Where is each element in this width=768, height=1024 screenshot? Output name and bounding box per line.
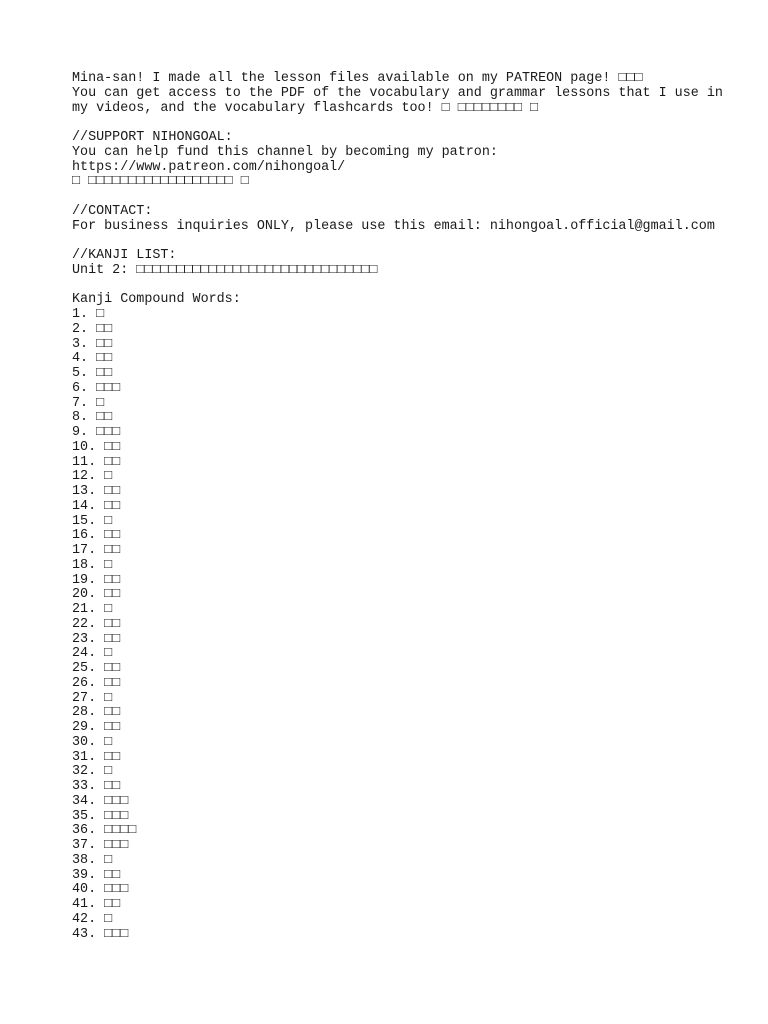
kanji-list-item: 40. □□□ xyxy=(72,882,129,898)
kanji-list-item: 19. □□ xyxy=(72,572,121,588)
kanji-list-item: 17. □□ xyxy=(72,543,121,558)
kanji-list-item: 12. □ xyxy=(72,469,113,485)
kanji-list-item: 27. □ xyxy=(72,690,113,706)
kanji-list-item: 21. □ xyxy=(72,602,113,617)
kanji-list-item: 10. □□ xyxy=(72,439,121,455)
kanji-list-item: 15. □ xyxy=(72,513,113,529)
kanji-list-item: 1. □ xyxy=(72,307,105,322)
document-page xyxy=(72,71,723,942)
kanji-list-item: 8. □□ xyxy=(72,410,113,426)
support-heading: //SUPPORT NIHONGOAL: xyxy=(72,130,233,145)
contact-text: For business inquiries ONLY, please use this email: nihongoal.official@gmail.com xyxy=(72,218,715,234)
kanji-list-item: 24. □ xyxy=(72,646,113,662)
spacer xyxy=(72,279,712,294)
spacer xyxy=(72,190,712,205)
intro-line-3: my videos, and the vocabulary flashcards too! □ □□□□□□□□ □ xyxy=(72,100,539,116)
kanji-list-item: 13. □□ xyxy=(72,484,121,499)
kanji-list-item: 23. □□ xyxy=(72,631,121,647)
kanji-heading: //KANJI LIST: xyxy=(72,248,177,263)
kanji-list-item: 11. □□ xyxy=(72,454,121,470)
kanji-list-item: 31. □□ xyxy=(72,749,121,765)
patreon-url: https://www.patreon.com/nihongoal/ xyxy=(72,159,346,175)
spacer xyxy=(72,116,712,131)
kanji-list-item: 6. □□□ xyxy=(72,380,121,396)
kanji-list-item: 22. □□ xyxy=(72,616,121,632)
support-glyphs: □ □□□□□□□□□□□□□□□□□□ □ xyxy=(72,174,249,190)
kanji-list-item: 28. □□ xyxy=(72,705,121,721)
kanji-list-item: 4. □□ xyxy=(72,351,113,367)
kanji-list-item: 3. □□ xyxy=(72,336,113,352)
kanji-list-item: 33. □□ xyxy=(72,779,121,794)
kanji-list-item: 39. □□ xyxy=(72,867,121,883)
kanji-compound-list xyxy=(72,308,712,942)
kanji-list-item: 16. □□ xyxy=(72,528,121,544)
kanji-list-item: 5. □□ xyxy=(72,366,113,381)
kanji-list-item: 38. □ xyxy=(72,852,113,868)
kanji-list-item: 26. □□ xyxy=(72,675,121,691)
kanji-list-item: 9. □□□ xyxy=(72,425,121,440)
intro-line-2: You can get access to the PDF of the vocabulary and grammar lessons that I use in xyxy=(72,85,723,101)
kanji-list-item: 37. □□□ xyxy=(72,838,129,853)
kanji-list-item: 18. □ xyxy=(72,557,113,573)
kanji-unit: Unit 2: □□□□□□□□□□□□□□□□□□□□□□□□□□□□□□ xyxy=(72,262,378,278)
intro-line-1: Mina-san! I made all the lesson files available on my PATREON page! □□□ xyxy=(72,71,643,86)
kanji-list-item: 30. □ xyxy=(72,734,113,750)
contact-heading: //CONTACT: xyxy=(72,203,153,219)
kanji-list-item: 2. □□ xyxy=(72,321,113,337)
kanji-list-item: 35. □□□ xyxy=(72,808,129,824)
kanji-list-item: 14. □□ xyxy=(72,498,121,514)
spacer xyxy=(72,234,712,249)
compound-heading: Kanji Compound Words: xyxy=(72,292,241,308)
kanji-list-item: 25. □□ xyxy=(72,661,121,676)
kanji-list-item: 42. □ xyxy=(72,911,113,927)
kanji-list-item: 43. □□□ xyxy=(72,926,129,942)
kanji-list-item: 32. □ xyxy=(72,764,113,780)
kanji-list-item: 36. □□□□ xyxy=(72,823,137,839)
kanji-list-item: 7. □ xyxy=(72,395,105,411)
kanji-list-item: 20. □□ xyxy=(72,587,121,603)
support-text: You can help fund this channel by becoming my patron: xyxy=(72,144,498,160)
kanji-list-item: 41. □□ xyxy=(72,897,121,912)
kanji-list-item: 29. □□ xyxy=(72,720,121,735)
kanji-list-item: 34. □□□ xyxy=(72,793,129,809)
